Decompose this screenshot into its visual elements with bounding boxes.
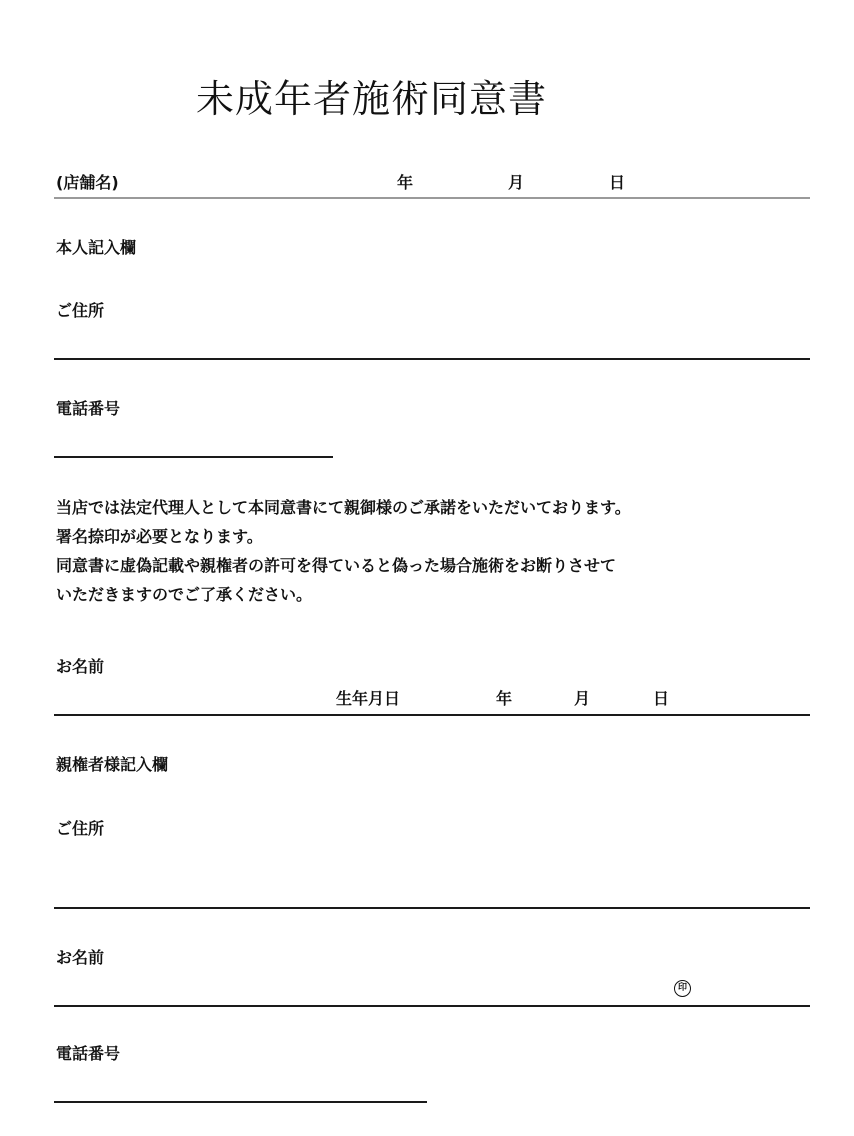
document-title: 未成年者施術同意書 — [196, 77, 548, 121]
guardian-address-label: ご住所 — [56, 819, 105, 838]
guardian-section-heading: 親権者様記入欄 — [56, 755, 169, 774]
birth-year-label: 年 — [496, 689, 513, 708]
notice-line: いただきますのでご了承ください。 — [56, 585, 313, 604]
guardian-phone-line[interactable] — [54, 1101, 427, 1103]
birthdate-label: 生年月日 — [336, 689, 401, 708]
guardian-name-line[interactable] — [54, 1005, 810, 1007]
guardian-name-label: お名前 — [56, 948, 105, 967]
birth-month-label: 月 — [574, 689, 591, 708]
notice-line: 同意書に虚偽記載や親権者の許可を得ていると偽った場合施術をお断りさせて — [56, 556, 617, 575]
date-day-label: 日 — [609, 173, 626, 192]
birth-day-label: 日 — [653, 689, 670, 708]
notice-paragraph — [56, 493, 631, 609]
self-phone-line[interactable] — [54, 456, 333, 458]
self-address-label: ご住所 — [56, 301, 105, 320]
self-phone-label: 電話番号 — [56, 399, 121, 418]
self-section-heading: 本人記入欄 — [56, 238, 137, 257]
header-divider — [54, 197, 810, 199]
self-address-line[interactable] — [54, 358, 810, 360]
minor-name-line[interactable] — [54, 714, 810, 716]
store-name-label: (店舗名) — [56, 173, 119, 192]
guardian-phone-label: 電話番号 — [56, 1044, 121, 1063]
date-month-label: 月 — [508, 173, 525, 192]
notice-line: 署名捺印が必要となります。 — [56, 527, 263, 546]
date-year-label: 年 — [397, 173, 414, 192]
notice-line: 当店では法定代理人として本同意書にて親御様のご承諾をいただいております。 — [56, 498, 631, 517]
minor-name-label: お名前 — [56, 657, 105, 676]
guardian-address-line[interactable] — [54, 907, 810, 909]
seal-mark-icon: 印 — [674, 980, 691, 997]
